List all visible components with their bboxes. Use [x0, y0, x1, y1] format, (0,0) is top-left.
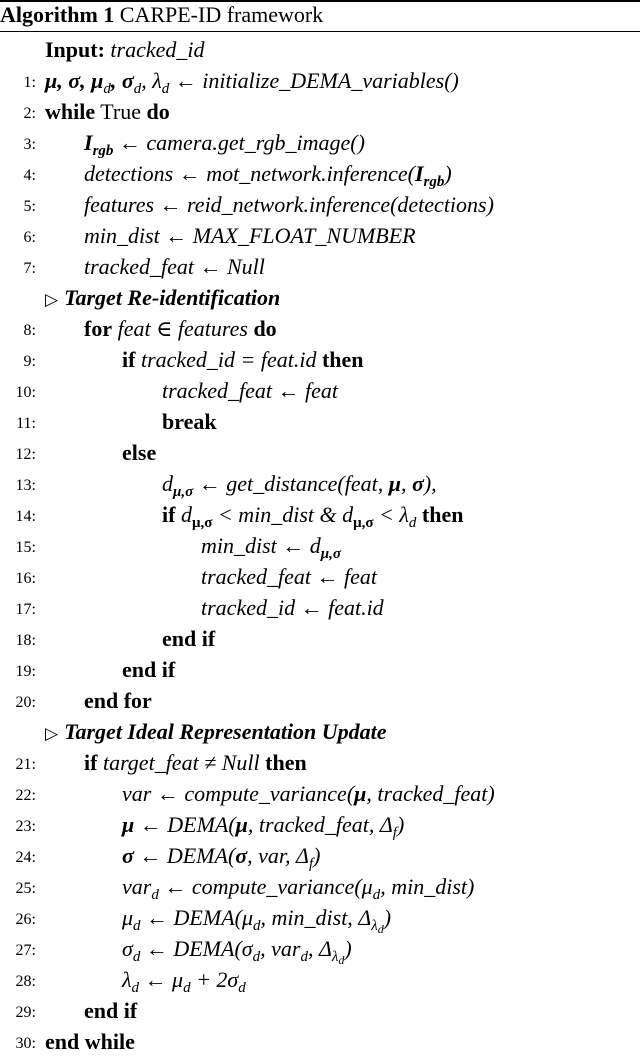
algorithm-line	[0, 593, 640, 624]
line-number: 14:	[15, 508, 36, 525]
line-number: 29:	[15, 1004, 36, 1021]
line-number: 4:	[23, 167, 36, 184]
line-code: $\sigma_d$ ← $DEMA(\sigma_d$, var$_d$, $\Delta_{\lambda_d}$)	[122, 936, 352, 967]
algorithm-line	[0, 376, 640, 407]
line-number: 23:	[15, 818, 36, 835]
line-number: 11:	[16, 415, 36, 432]
line-number: 26:	[15, 911, 36, 928]
line-code: tracked_feat ← feat	[162, 378, 338, 403]
line-code: σ ← DEMA(σ, var, $\Delta_f$)	[122, 843, 321, 872]
algorithm-line	[0, 531, 640, 562]
line-code: $d_{\mu,\sigma}$ ← get_distance(feat, μ, σ),	[162, 471, 437, 500]
line-code: if target_feat ≠ Null then	[84, 750, 307, 775]
line-number: 18:	[15, 632, 36, 649]
line-number: 1:	[23, 74, 36, 91]
line-number: 17:	[15, 601, 36, 618]
line-code: μ ← DEMA(μ, tracked_feat, $\Delta_f$)	[122, 812, 405, 841]
line-number: 7:	[23, 260, 36, 277]
algorithm-line	[0, 438, 640, 469]
line-code: features ← reid_network.inference(detections)	[84, 192, 494, 217]
algorithm-line	[0, 965, 640, 996]
line-number: 8:	[23, 322, 36, 339]
line-code: $I_{rgb}$ ← camera.get_rgb_image()	[84, 130, 365, 159]
line-number: 27:	[15, 942, 36, 959]
line-code: if tracked_id = feat.id then	[122, 347, 364, 372]
line-number: 12:	[15, 446, 36, 463]
line-number: 25:	[15, 880, 36, 897]
line-number: 6:	[23, 229, 36, 246]
algorithm-line	[0, 500, 640, 531]
comment-update: Target Ideal Representation Update	[64, 719, 387, 744]
algorithm-line	[0, 128, 640, 159]
algorithm-line	[0, 686, 640, 717]
line-code: for feat ∈ features do	[84, 316, 277, 341]
algorithm-line	[0, 655, 640, 686]
input-value: tracked_id	[110, 37, 205, 62]
algorithm-line	[0, 872, 640, 903]
algorithm-line	[0, 190, 640, 221]
line-code: end if	[122, 657, 176, 682]
line-code: var$_d$ ← $compute\_variance(\mu_d$, min_dist)	[122, 874, 475, 903]
line-number: 13:	[15, 477, 36, 494]
comment-reid: Target Re-identification	[64, 285, 281, 310]
line-number: 10:	[15, 384, 36, 401]
algorithm-line	[0, 779, 640, 810]
algorithm-title: CARPE-ID framework	[119, 2, 324, 27]
algorithm-line	[0, 934, 640, 965]
algorithm-line	[0, 469, 640, 500]
line-code: tracked_id ← feat.id	[201, 595, 384, 620]
algorithm-line	[0, 221, 640, 252]
line-code: $\mu_d$ ← $DEMA(\mu_d$, min_dist, $\Delta_{\lambda_d}$)	[122, 905, 392, 936]
line-code: tracked_feat ← feat	[201, 564, 377, 589]
line-code: end if	[162, 626, 216, 651]
input-label: Input:	[45, 37, 105, 62]
line-number: 2:	[23, 105, 36, 122]
algorithm-line	[0, 314, 640, 345]
line-number: 22:	[15, 787, 36, 804]
algorithm-line	[0, 748, 640, 779]
comment-line	[0, 717, 640, 748]
line-code: var ← compute_variance(μ, tracked_feat)	[122, 781, 495, 806]
triangle-icon: ▷	[45, 724, 59, 743]
algorithm-line	[0, 810, 640, 841]
line-number: 24:	[15, 849, 36, 866]
algorithm-line	[0, 562, 640, 593]
comment-line	[0, 283, 640, 314]
algorithm-line	[0, 252, 640, 283]
algorithm-line	[0, 407, 640, 438]
algorithm-line	[0, 996, 640, 1027]
algorithm-line	[0, 1027, 640, 1058]
line-code: $\lambda_d$ ← $\mu_d + 2\sigma_d$	[122, 967, 246, 996]
line-code: tracked_feat ← Null	[84, 254, 265, 279]
algorithm-line	[0, 841, 640, 872]
line-number: 28:	[15, 973, 36, 990]
input-line	[0, 35, 640, 66]
line-number: 3:	[23, 136, 36, 153]
line-number: 9:	[23, 353, 36, 370]
algorithm-header	[0, 1, 323, 31]
line-code: if $d_{\mu,\sigma}$ < min_dist & $d_{\mu,\sigma} < \lambda_d$ then	[162, 502, 464, 531]
line-code: μ, σ, $\mu_d$, $\sigma_d$, $\lambda_d$ ← initialize_DEMA_variables()	[45, 68, 459, 97]
header-rule	[0, 31, 640, 32]
line-code: else	[122, 440, 157, 465]
line-number: 16:	[15, 570, 36, 587]
line-code: end if	[84, 998, 138, 1023]
algorithm-line	[0, 159, 640, 190]
algorithm-label: Algorithm 1	[0, 2, 115, 27]
line-code: detections ← $mot\_network.inference(I_{rgb})$	[84, 161, 452, 190]
algorithm-line	[0, 345, 640, 376]
line-number: 19:	[15, 663, 36, 680]
line-code: end for	[84, 688, 152, 713]
line-number: 5:	[23, 198, 36, 215]
line-code: min_dist ← $d_{\mu,\sigma}$	[201, 533, 341, 562]
line-number: 15:	[15, 539, 36, 556]
line-code: while True do	[45, 99, 170, 124]
line-number: 21:	[15, 756, 36, 773]
algorithm-line	[0, 903, 640, 934]
algorithm-line	[0, 66, 640, 97]
line-number: 30:	[15, 1035, 36, 1052]
line-code: end while	[45, 1029, 135, 1054]
triangle-icon: ▷	[45, 290, 59, 309]
line-number: 20:	[15, 694, 36, 711]
algorithm-line	[0, 97, 640, 128]
line-code: break	[162, 409, 217, 434]
algorithm-line	[0, 624, 640, 655]
line-code: min_dist ← MAX_FLOAT_NUMBER	[84, 223, 416, 248]
